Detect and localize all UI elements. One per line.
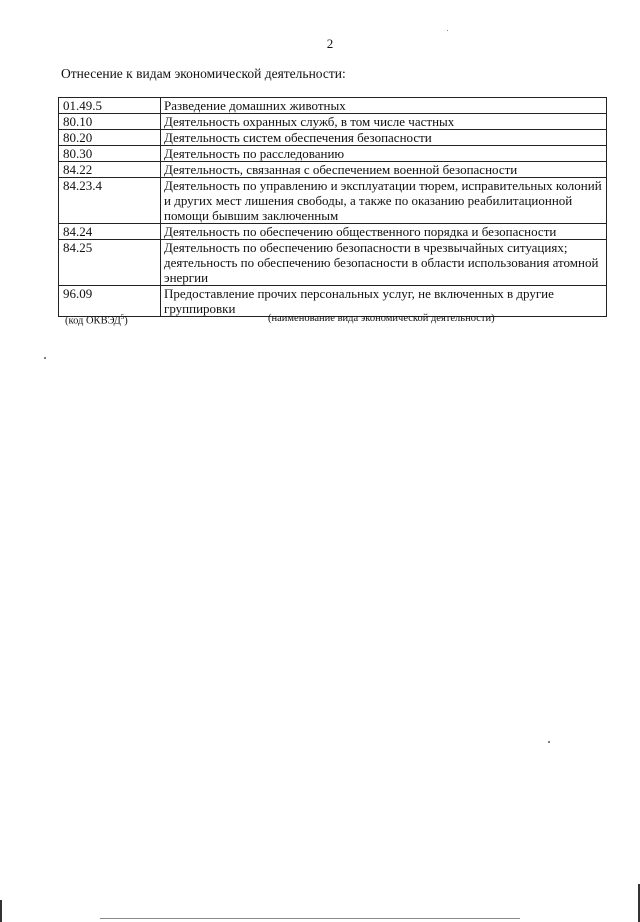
- caption-activity-name: (наименование вида экономической деятельности): [268, 313, 495, 324]
- activity-name: Деятельность по обеспечению общественного порядка и безопасности: [161, 224, 607, 240]
- table-row: [59, 178, 607, 224]
- caption-okved-code-close: ): [124, 315, 128, 327]
- okved-code: 84.24: [59, 224, 161, 240]
- okved-code: 80.20: [59, 130, 161, 146]
- table-row: [59, 130, 607, 146]
- activity-name: Деятельность охранных служб, в том числе частных: [161, 114, 607, 130]
- okved-table: [58, 97, 607, 317]
- activity-name: Деятельность по управлению и эксплуатации тюрем, исправительных колоний и других мест лишения свободы, а также по оказанию реабилитационной помощи бывшим заключенным: [161, 178, 607, 224]
- scan-edge-mark: [0, 900, 2, 922]
- activity-name: Деятельность систем обеспечения безопасности: [161, 130, 607, 146]
- okved-code: 01.49.5: [59, 98, 161, 114]
- scan-speck: [548, 741, 550, 743]
- okved-table-body: [59, 98, 607, 317]
- activity-name: Деятельность по обеспечению безопасности в чрезвычайных ситуациях; деятельность по обеспечению безопасности в области использования атомной энергии: [161, 240, 607, 286]
- activity-name: Разведение домашних животных: [161, 98, 607, 114]
- activity-name: Предоставление прочих персональных услуг, не включенных в другие группировки: [161, 286, 607, 317]
- okved-code: 84.22: [59, 162, 161, 178]
- scan-speck: [447, 30, 448, 31]
- okved-code: 80.10: [59, 114, 161, 130]
- activity-name: Деятельность по расследованию: [161, 146, 607, 162]
- table-row: [59, 114, 607, 130]
- scan-speck: [44, 357, 46, 359]
- caption-okved-code-text: (код ОКВЭД: [65, 315, 121, 327]
- table-row: [59, 224, 607, 240]
- caption-okved-code: [65, 313, 128, 327]
- okved-code: 96.09: [59, 286, 161, 317]
- table-row: [59, 146, 607, 162]
- section-heading: Отнесение к видам экономической деятельности:: [61, 66, 346, 81]
- footnote-marker: 5: [120, 313, 125, 321]
- table-row: [59, 240, 607, 286]
- page-number: 2: [326, 36, 334, 51]
- table-row: [59, 98, 607, 114]
- table-row: [59, 286, 607, 317]
- activity-name: Деятельность, связанная с обеспечением военной безопасности: [161, 162, 607, 178]
- okved-code: 84.23.4: [59, 178, 161, 224]
- table-row: [59, 162, 607, 178]
- okved-code: 80.30: [59, 146, 161, 162]
- okved-code: 84.25: [59, 240, 161, 286]
- scan-edge-mark: [100, 918, 520, 919]
